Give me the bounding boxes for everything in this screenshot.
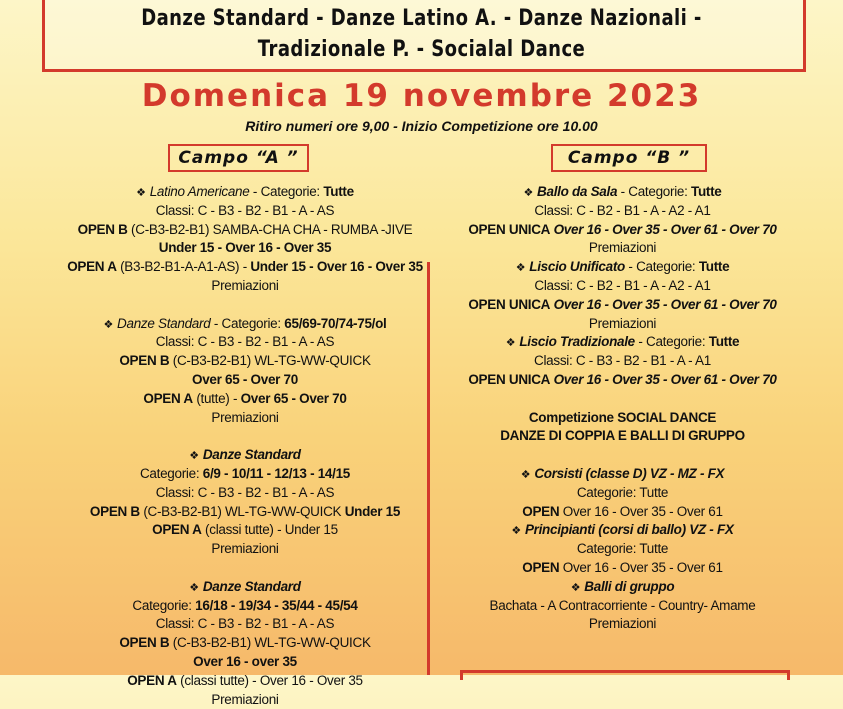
cat-value: 16/18 - 19/34 - 35/44 - 45/54 (195, 597, 358, 613)
cat-line (60, 465, 430, 484)
open-line (440, 371, 805, 390)
bullet-icon: ❖ (523, 187, 534, 199)
premiazioni: Premiazioni (588, 616, 657, 632)
cat-label: Categorie: (221, 315, 281, 331)
cat-line: Categorie: Tutte (576, 484, 669, 500)
bullet-icon: ❖ (511, 525, 521, 538)
classi-line: Classi: C - B3 - B2 - B1 - A - AS (155, 484, 335, 500)
bullet-icon: ❖ (570, 581, 581, 594)
event-date: Domenica 19 novembre 2023 (141, 78, 702, 114)
section-title: Liscio Tradizionale (519, 334, 635, 350)
social-title: Competizione SOCIAL DANCE (528, 409, 717, 425)
openb-line (60, 352, 430, 371)
openb-line (60, 503, 430, 522)
cat-label: - Categorie: (638, 334, 706, 350)
section-title: Liscio Unificato (529, 259, 625, 275)
classi-line: Classi: C - B2 - B1 - A - A2 - A1 (534, 277, 711, 293)
section-liscio-unificato (440, 258, 805, 277)
opena-ages: Over 65 - Over 70 (240, 390, 347, 406)
section-standard-under (60, 446, 430, 465)
opena-ages: Under 15 - Over 16 - Over 35 (250, 259, 423, 275)
premiazioni: Premiazioni (211, 691, 279, 707)
open-text: Over 16 - Over 35 - Over 61 (562, 503, 723, 519)
section-latino: ❖ Latino Americane - Categorie: Tutte (136, 184, 354, 199)
premiazioni: Premiazioni (211, 409, 279, 425)
cat-value: 6/9 - 10/11 - 12/13 - 14/15 (202, 465, 350, 481)
open-line (440, 296, 805, 315)
campo-a-column (60, 183, 430, 709)
cat-value: Tutte (691, 184, 722, 199)
cat-line (60, 597, 430, 616)
opena-label: OPEN A (127, 672, 177, 688)
event-times: Ritiro numeri ore 9,00 - Inizio Competizione ore 10.00 (245, 118, 598, 134)
openb-line (60, 634, 430, 653)
cat-value: 65/69-70/74-75/ol (284, 315, 387, 331)
bullet-icon: ❖ (520, 468, 531, 481)
campo-a-title: Campo “A ” (168, 144, 309, 172)
classi-line: Classi: C - B3 - B2 - B1 - A - A1 (534, 353, 711, 369)
section-title: Danze Standard (117, 315, 211, 331)
opena-text: (B3-B2-B1-A-A1-AS) (120, 259, 240, 275)
opena-text: (classi tutte) - Under 15 (205, 522, 338, 538)
openb-text: (C-B3-B2-B1) WL-TG-WW-QUICK (143, 503, 342, 519)
section-title: Danze Standard (202, 447, 301, 463)
cat-label: Categorie: (132, 597, 192, 613)
open-text: Over 16 - Over 35 - Over 61 - Over 70 (553, 371, 777, 387)
openb-text: (C-B3-B2-B1) WL-TG-WW-QUICK (172, 635, 371, 651)
opena-line (60, 521, 430, 540)
open-line (440, 503, 805, 522)
opena-text: (tutte) (196, 390, 230, 406)
openb-label: OPEN B (77, 221, 128, 237)
opena-line: OPEN A (B3-B2-B1-A-A1-AS) - Under 15 - Over 16 - Over 35 (67, 259, 423, 275)
open-label: OPEN (522, 559, 560, 575)
openb-text: (C-B3-B2-B1) SAMBA-CHA CHA - RUMBA -JIVE (131, 221, 413, 237)
section-title: Corsisti (classe D) VZ - MZ - FX (534, 465, 725, 481)
open-label: OPEN UNICA (468, 296, 551, 312)
section-title: Ballo da Sala (537, 184, 618, 199)
open-text: Over 16 - Over 35 - Over 61 (562, 559, 723, 575)
open-line (440, 559, 805, 578)
open-line (440, 221, 805, 240)
bullet-icon: ❖ (189, 581, 199, 594)
bullet-icon: ❖ (103, 318, 114, 331)
campo-b-column (440, 183, 805, 634)
cat-value: Tutte (698, 259, 730, 275)
premiazioni: Premiazioni (588, 315, 657, 331)
bullet-icon: ❖ (505, 337, 516, 350)
section-corsisti (440, 465, 805, 484)
openb-text: (C-B3-B2-B1) WL-TG-WW-QUICK (172, 353, 371, 369)
classi-line: Classi: C - B3 - B2 - B1 - A - AS (155, 616, 335, 632)
premiazioni: Premiazioni (588, 240, 657, 256)
opena-label: OPEN A (67, 259, 117, 275)
classi-line: Classi: C - B2 - B1 - A - A2 - A1 (534, 202, 711, 218)
section-title: Latino Americane (149, 184, 250, 199)
cat-line: Categorie: Tutte (576, 541, 669, 557)
cat-label: - Categorie: (620, 184, 688, 199)
bullet-icon: ❖ (515, 262, 526, 275)
openb-label: OPEN B (89, 503, 140, 519)
premiazioni: Premiazioni (211, 277, 279, 293)
cat-label: - Categorie: (628, 259, 696, 275)
openb-ages: Under 15 (344, 503, 401, 519)
opena-line: OPEN A (tutte) - Over 65 - Over 70 (143, 390, 347, 406)
section-title: Danze Standard (202, 578, 301, 594)
ages-line: Over 16 - over 35 (193, 653, 297, 669)
opena-text: (classi tutte) - Over 16 - Over 35 (180, 672, 363, 688)
header-line-2: Tradizionale P. - Socialal Dance (257, 37, 586, 62)
social-subtitle: DANZE DI COPPIA E BALLI DI GRUPPO (500, 428, 745, 444)
section-ballo-sala (440, 183, 805, 202)
ages-line: Under 15 - Over 16 - Over 35 (158, 240, 332, 256)
section-liscio-tradizionale (440, 333, 805, 352)
bottom-box (460, 670, 790, 680)
classi-line: Classi: C - B3 - B2 - B1 - A - AS (155, 334, 335, 350)
open-label: OPEN UNICA (468, 371, 551, 387)
opena-label: OPEN A (143, 390, 193, 406)
open-label: OPEN UNICA (468, 221, 551, 237)
opena-label: OPEN A (152, 522, 202, 538)
section-balli-gruppo (440, 578, 805, 597)
balli-list: Bachata - A Contracorriente - Country- Amame (489, 597, 756, 613)
header-line-1: Danze Standard - Danze Latino A. - Danze Nazionali - (141, 6, 702, 31)
section-title: Principianti (corsi di ballo) VZ - FX (524, 522, 734, 538)
section-principianti (440, 521, 805, 540)
campo-b-title: Campo “B ” (551, 144, 707, 172)
section-standard-adult (60, 578, 430, 597)
section-standard-over: ❖ Danze Standard - Categorie: 65/69-70/74-75/ol (103, 315, 387, 331)
cat-value: Tutte (708, 334, 740, 350)
openb-line (60, 221, 430, 240)
openb-label: OPEN B (119, 353, 170, 369)
open-text: Over 16 - Over 35 - Over 61 - Over 70 (553, 296, 777, 312)
open-label: OPEN (522, 503, 560, 519)
open-text: Over 16 - Over 35 - Over 61 - Over 70 (553, 221, 777, 237)
classi-line: Classi: C - B3 - B2 - B1 - A - AS (155, 202, 335, 218)
cat-label: Categorie: (260, 184, 320, 199)
section-title: Balli di gruppo (584, 578, 675, 594)
bullet-icon: ❖ (136, 187, 146, 199)
openb-label: OPEN B (119, 635, 170, 651)
ages-line: Over 65 - Over 70 (192, 371, 298, 387)
bullet-icon: ❖ (189, 450, 199, 463)
cat-value: Tutte (323, 184, 354, 199)
premiazioni: Premiazioni (211, 541, 279, 557)
cat-label: Categorie: (139, 465, 200, 481)
